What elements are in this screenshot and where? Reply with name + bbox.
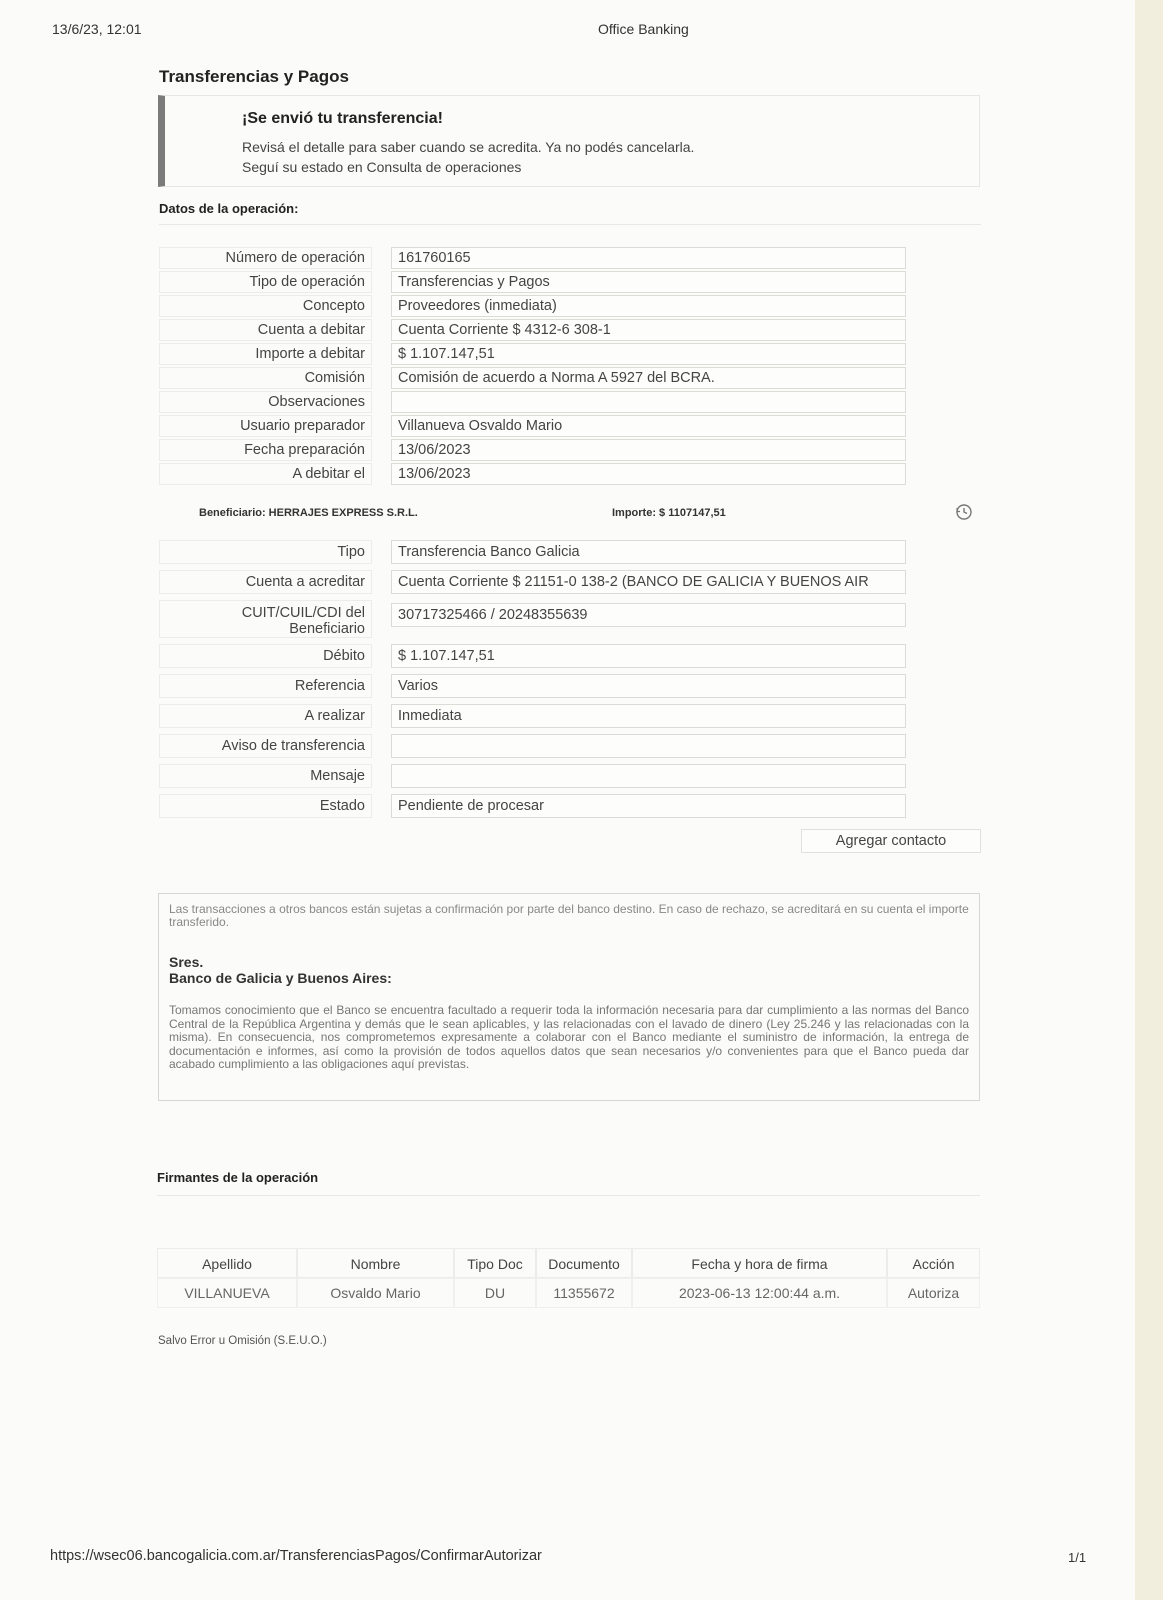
label-aviso-transferencia: Aviso de transferencia bbox=[221, 738, 365, 754]
compliance-text: Tomamos conocimiento que el Banco se encuentra facultado a requerir toda la información necesaria para dar cumplimiento a las normas del Banco Central de la República Argentina y demás que le sean aplicables, y las relacionadas con el lavado de dinero (Ley 25.246 y las relacionadas con la misma). En consecuencia, nos comprometemos expresamente a colaborar con el Banco mediante el suministro de información, la entrega de documentación e informes, así como la provisión de todos aquellos datos que sean necesarios y/o convenientes para que el Banco pueda dar acabado cumplimiento a las obligaciones aquí previstas. bbox=[169, 1003, 969, 1072]
label-cuit-line1: CUIT/CUIL/CDI del bbox=[241, 605, 365, 621]
seuo-note: Salvo Error u Omisión (S.E.U.O.) bbox=[158, 1335, 327, 1347]
label-tipo: Tipo bbox=[337, 544, 365, 560]
addressee-line2: Banco de Galicia y Buenos Aires: bbox=[169, 970, 392, 986]
value-comision: Comisión de acuerdo a Norma A 5927 del BCRA. bbox=[391, 367, 906, 389]
addressee bbox=[169, 954, 392, 986]
value-a-debitar-el: 13/06/2023 bbox=[391, 463, 906, 485]
value-tipo-operacion: Transferencias y Pagos bbox=[391, 271, 906, 293]
disclaimer-box bbox=[158, 893, 980, 1101]
signer-nombre: Osvaldo Mario bbox=[297, 1278, 454, 1308]
value-cuenta-acreditar: Cuenta Corriente $ 21151-0 138-2 (BANCO DE GALICIA Y BUENOS AIR bbox=[391, 570, 906, 594]
label-importe-debitar: Importe a debitar bbox=[255, 346, 365, 362]
value-cuit: 30717325466 / 20248355639 bbox=[391, 603, 906, 627]
value-mensaje bbox=[391, 764, 906, 788]
col-fecha-firma: Fecha y hora de firma bbox=[632, 1248, 887, 1278]
label-debito: Débito bbox=[323, 648, 365, 664]
label-concepto: Concepto bbox=[302, 298, 365, 314]
col-apellido: Apellido bbox=[157, 1248, 297, 1278]
divider bbox=[159, 224, 981, 225]
page-edge bbox=[1135, 0, 1163, 1600]
print-datetime: 13/6/23, 12:01 bbox=[52, 21, 142, 37]
label-referencia: Referencia bbox=[294, 678, 365, 694]
signer-tipo-doc: DU bbox=[454, 1278, 536, 1308]
label-fecha-preparacion: Fecha preparación bbox=[244, 442, 365, 458]
label-comision: Comisión bbox=[304, 370, 365, 386]
value-tipo: Transferencia Banco Galicia bbox=[391, 540, 906, 564]
label-cuenta-debitar: Cuenta a debitar bbox=[257, 322, 365, 338]
beneficiary-name: Beneficiario: HERRAJES EXPRESS S.R.L. bbox=[199, 507, 418, 519]
signer-documento: 11355672 bbox=[536, 1278, 632, 1308]
footer-page-number: 1/1 bbox=[1068, 1550, 1087, 1565]
label-observaciones: Observaciones bbox=[268, 394, 365, 410]
label-mensaje: Mensaje bbox=[310, 768, 365, 784]
value-referencia: Varios bbox=[391, 674, 906, 698]
value-fecha-preparacion: 13/06/2023 bbox=[391, 439, 906, 461]
clock-history-icon[interactable] bbox=[955, 503, 973, 521]
value-a-realizar: Inmediata bbox=[391, 704, 906, 728]
value-importe-debitar: $ 1.107.147,51 bbox=[391, 343, 906, 365]
addressee-line1: Sres. bbox=[169, 954, 204, 970]
col-tipo-doc: Tipo Doc bbox=[454, 1248, 536, 1278]
label-cuenta-acreditar: Cuenta a acreditar bbox=[245, 574, 365, 590]
label-tipo-operacion: Tipo de operación bbox=[249, 274, 365, 290]
footer-url: https://wsec06.bancogalicia.com.ar/TransferenciasPagos/ConfirmarAutorizar bbox=[50, 1548, 542, 1564]
page-title: Transferencias y Pagos bbox=[159, 67, 349, 86]
col-accion: Acción bbox=[887, 1248, 980, 1278]
label-usuario-preparador: Usuario preparador bbox=[240, 418, 365, 434]
value-usuario-preparador: Villanueva Osvaldo Mario bbox=[391, 415, 906, 437]
disclaimer-text: Las transacciones a otros bancos están sujetas a confirmación por parte del banco destino. En caso de rechazo, se acreditará en su cuenta el importe transferido. bbox=[169, 902, 969, 929]
label-cuit-line2: Beneficiario bbox=[289, 621, 365, 637]
label-estado: Estado bbox=[319, 798, 365, 814]
print-title: Office Banking bbox=[598, 21, 689, 37]
value-observaciones bbox=[391, 391, 906, 413]
col-documento: Documento bbox=[536, 1248, 632, 1278]
signer-fecha-firma: 2023-06-13 12:00:44 a.m. bbox=[632, 1278, 887, 1308]
label-a-debitar-el: A debitar el bbox=[292, 466, 365, 482]
signer-accion: Autoriza bbox=[887, 1278, 980, 1308]
alert-title: ¡Se envió tu transferencia! bbox=[242, 110, 443, 127]
label-numero-operacion: Número de operación bbox=[225, 250, 365, 266]
alert-message-line1: Revisá el detalle para saber cuando se acredita. Ya no podés cancelarla. bbox=[242, 139, 695, 155]
success-alert bbox=[158, 95, 980, 187]
alert-message-line2: Seguí su estado en Consulta de operaciones bbox=[242, 159, 522, 175]
signers-title: Firmantes de la operación bbox=[157, 1170, 319, 1185]
value-estado: Pendiente de procesar bbox=[391, 794, 906, 818]
add-contact-button[interactable]: Agregar contacto bbox=[801, 829, 981, 853]
signer-apellido: VILLANUEVA bbox=[157, 1278, 297, 1308]
value-cuenta-debitar: Cuenta Corriente $ 4312-6 308-1 bbox=[391, 319, 906, 341]
label-a-realizar: A realizar bbox=[304, 708, 365, 724]
value-numero-operacion: 161760165 bbox=[391, 247, 906, 269]
col-nombre: Nombre bbox=[297, 1248, 454, 1278]
operation-section-title: Datos de la operación: bbox=[159, 201, 299, 216]
divider bbox=[157, 1195, 980, 1196]
beneficiary-amount: Importe: $ 1107147,51 bbox=[612, 507, 726, 519]
value-debito: $ 1.107.147,51 bbox=[391, 644, 906, 668]
value-aviso-transferencia bbox=[391, 734, 906, 758]
value-concepto: Proveedores (inmediata) bbox=[391, 295, 906, 317]
